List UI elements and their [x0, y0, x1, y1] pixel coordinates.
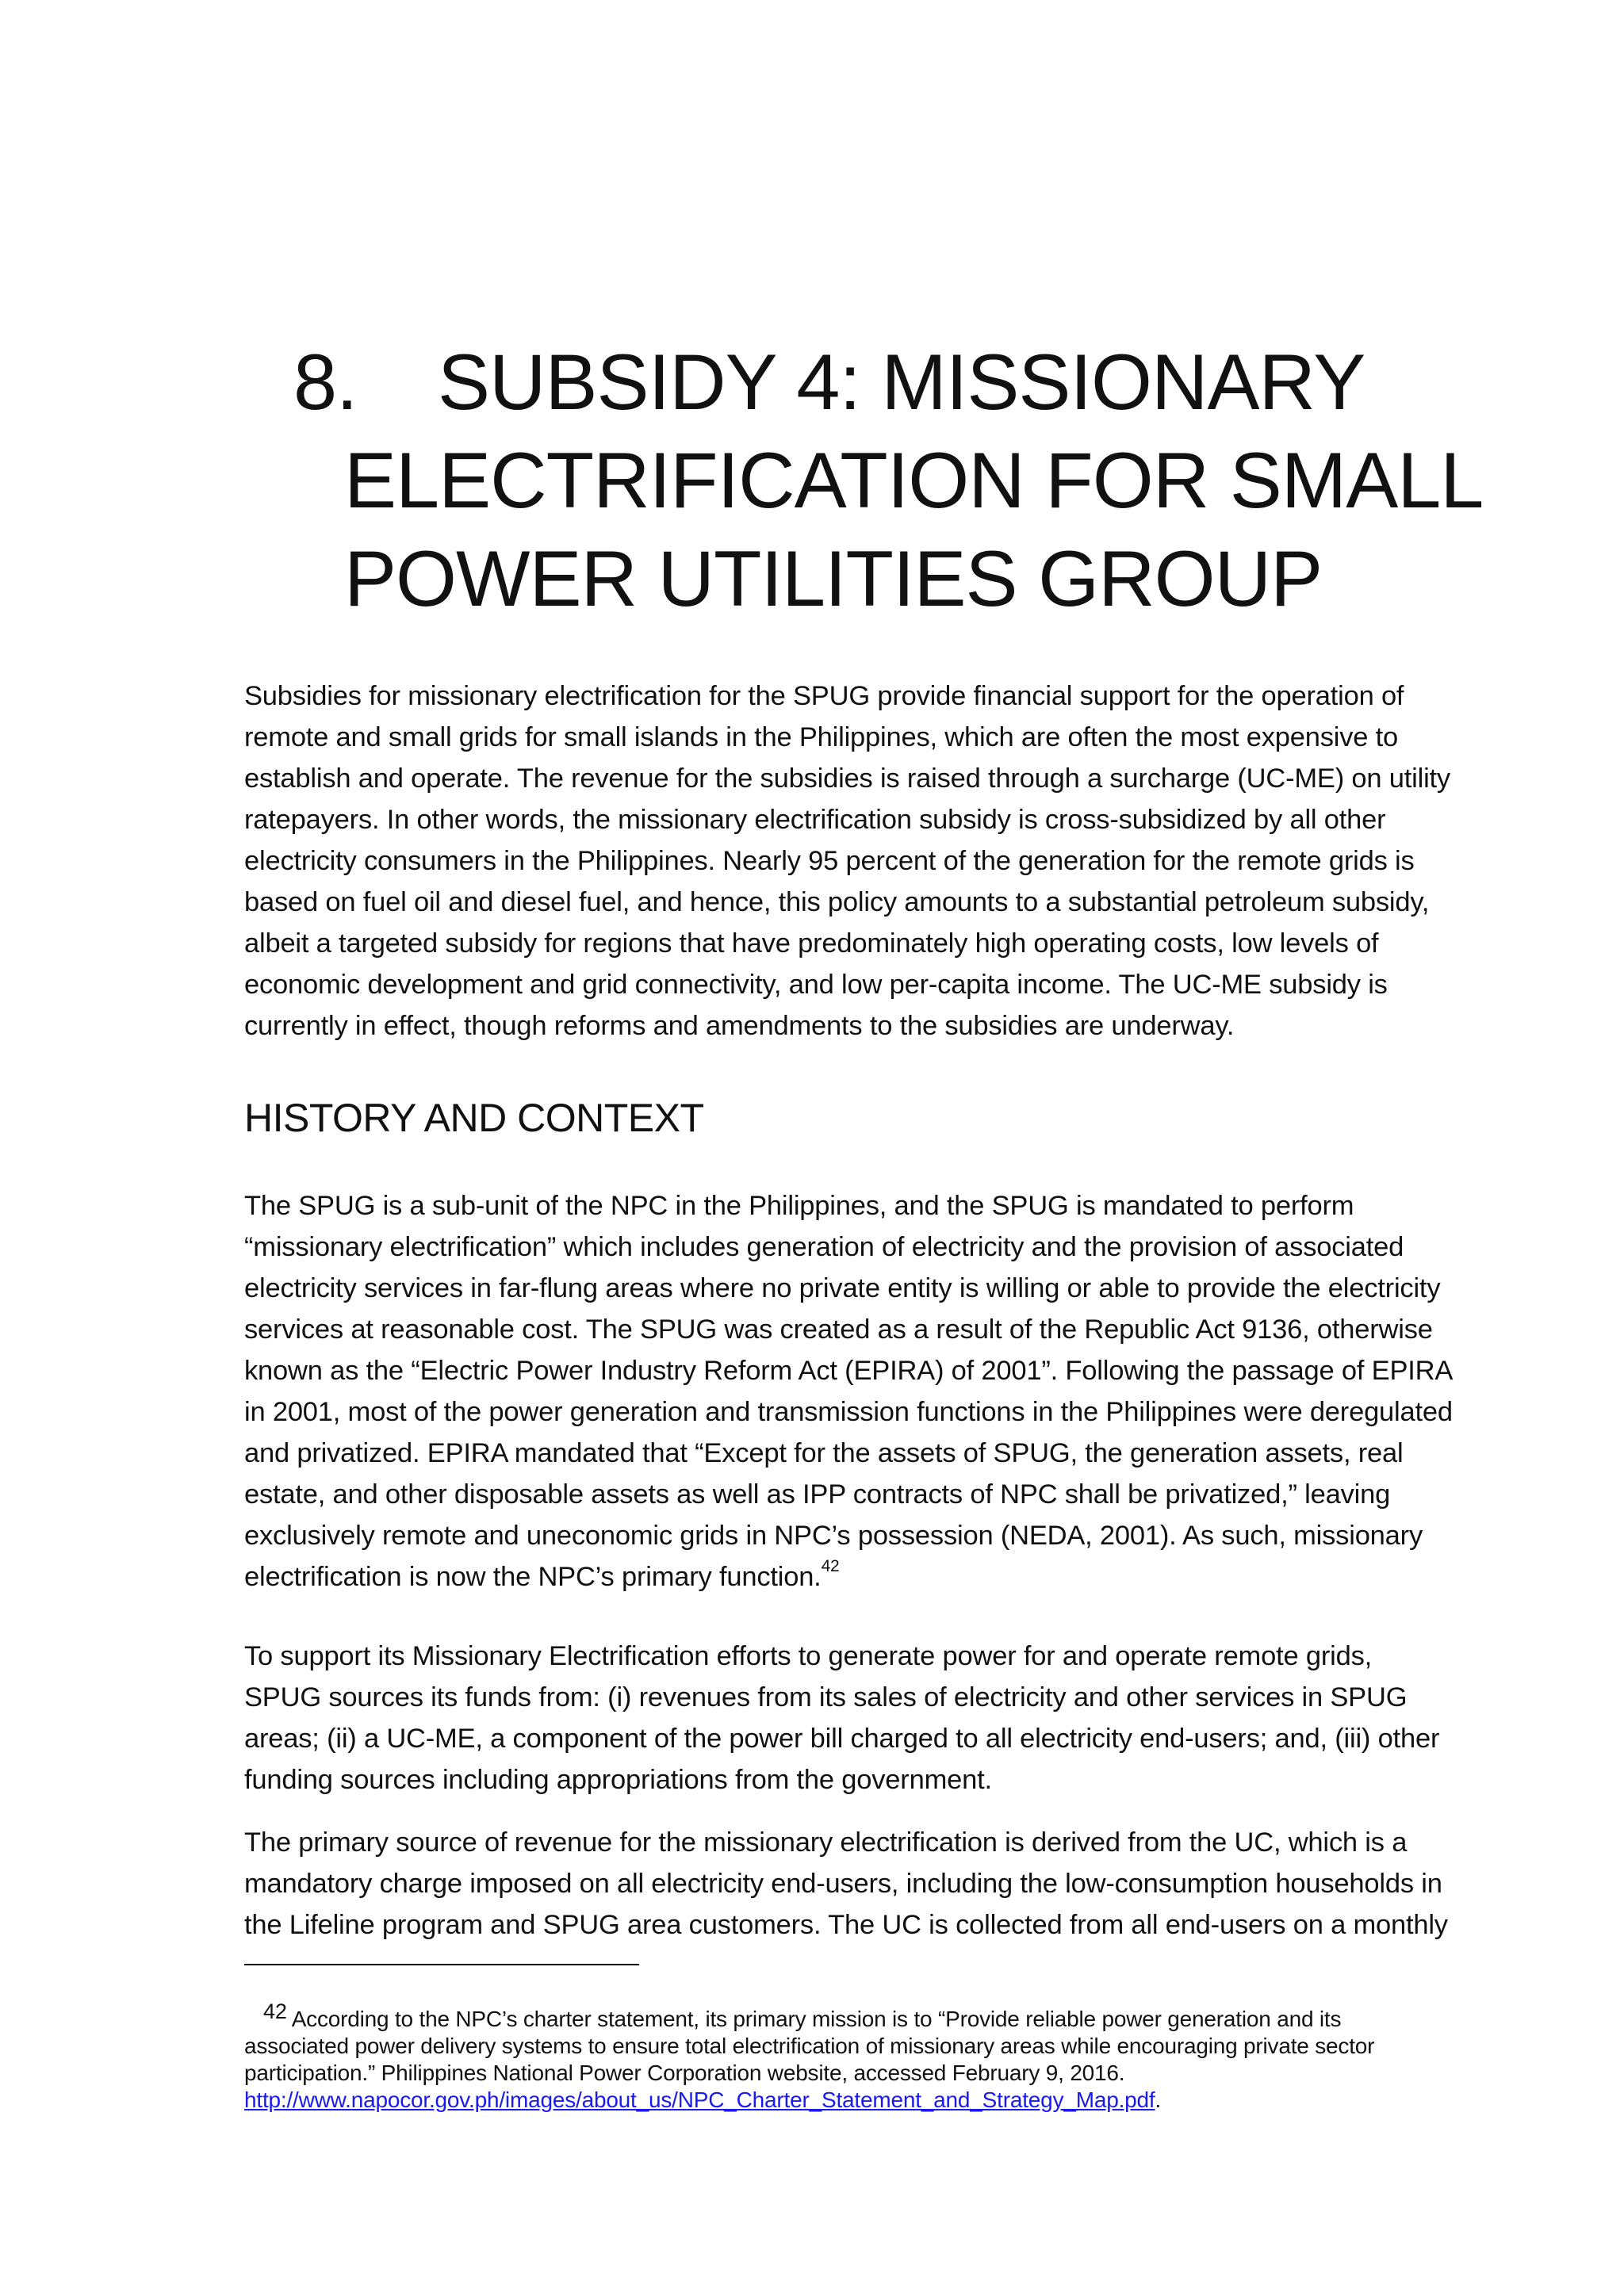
text-line: the Lifeline program and SPUG area customers. The UC is collected from all end-users on a monthly — [244, 1910, 1448, 1940]
footnote-divider — [244, 1964, 639, 1965]
text-line: electricity consumers in the Philippines. Nearly 95 percent of the generation for the remote grids is — [244, 846, 1415, 876]
footnote-line — [244, 1999, 1497, 2033]
text-line: The primary source of revenue for the missionary electrification is derived from the UC, which is a — [244, 1827, 1408, 1858]
text-line: exclusively remote and uneconomic grids in NPC’s possession (NEDA, 2001). As such, missionary — [244, 1521, 1423, 1551]
text-line: in 2001, most of the power generation and transmission functions in the Philippines were deregulated — [244, 1397, 1453, 1427]
text-line: mandatory charge imposed on all electricity end-users, including the low-consumption households in — [244, 1869, 1442, 1899]
footnote-line-text: According to the NPC’s charter statement, its primary mission is to “Provide reliable power generation and its — [291, 2007, 1342, 2031]
footnote — [244, 1999, 1497, 2114]
footnote-line: associated power delivery systems to ensure total electrification of missionary areas while encouraging private sector — [244, 2034, 1375, 2058]
chapter-title-line-1 — [293, 333, 1483, 431]
footnote-marker: 42 — [263, 1999, 287, 2023]
text-line: The SPUG is a sub-unit of the NPC in the Philippines, and the SPUG is mandated to perform — [244, 1191, 1354, 1221]
text-line: To support its Missionary Electrification efforts to generate power for and operate remote grids, — [244, 1641, 1373, 1671]
chapter-title — [293, 333, 1483, 628]
text-line: SPUG sources its funds from: (i) revenues from its sales of electricity and other services in SPUG — [244, 1682, 1408, 1712]
chapter-title-line-3: POWER UTILITIES GROUP — [344, 534, 1323, 622]
text-line-with-footnote — [244, 1556, 1497, 1598]
text-line: albeit a targeted subsidy for regions that have predominately high operating costs, low levels of — [244, 928, 1379, 959]
text-line: known as the “Electric Power Industry Reform Act (EPIRA) of 2001”. Following the passage of EPIRA — [244, 1356, 1454, 1386]
text-line: and privatized. EPIRA mandated that “Except for the assets of SPUG, the generation assets, real — [244, 1438, 1404, 1468]
text-line: Subsidies for missionary electrification for the SPUG provide financial support for the operation of — [244, 681, 1404, 711]
text-line: remote and small grids for small islands in the Philippines, which are often the most expensive to — [244, 722, 1399, 752]
chapter-title-text-1: SUBSIDY 4: MISSIONARY — [438, 338, 1365, 426]
text-line: electricity services in far-flung areas where no private entity is willing or able to provide the electricity — [244, 1273, 1441, 1303]
footnote-line: participation.” Philippines National Power Corporation website, accessed February 9, 2016. — [244, 2061, 1125, 2085]
text-line: currently in effect, though reforms and amendments to the subsidies are underway. — [244, 1011, 1235, 1041]
footnote-link-suffix: . — [1155, 2087, 1162, 2112]
footnote-link-line — [244, 2087, 1497, 2114]
text-line: estate, and other disposable assets as well as IPP contracts of NPC shall be privatized,” leaving — [244, 1479, 1391, 1510]
text-line: establish and operate. The revenue for the subsidies is raised through a surcharge (UC-ME) on utility — [244, 763, 1450, 794]
history-paragraph-1 — [244, 1185, 1497, 1598]
text-line: funding sources including appropriations from the government. — [244, 1765, 992, 1795]
chapter-title-line-2: ELECTRIFICATION FOR SMALL — [344, 436, 1484, 524]
text-line: “missionary electrification” which includes generation of electricity and the provision of associated — [244, 1232, 1404, 1262]
footnote-link[interactable]: http://www.napocor.gov.ph/images/about_us/NPC_Charter_Statement_and_Strategy_Map.pdf — [244, 2087, 1155, 2112]
section-heading-history: HISTORY AND CONTEXT — [244, 1096, 704, 1140]
history-paragraph-3 — [244, 1822, 1497, 1946]
text-line: ratepayers. In other words, the missionary electrification subsidy is cross-subsidized by all other — [244, 805, 1386, 835]
chapter-number: 8. — [293, 338, 358, 426]
intro-paragraph — [244, 675, 1497, 1047]
footnote-reference[interactable]: 42 — [821, 1557, 840, 1575]
text-line-content: electrification is now the NPC’s primary function. — [244, 1562, 822, 1592]
text-line: economic development and grid connectivity, and low per-capita income. The UC-ME subsidy is — [244, 970, 1388, 1000]
text-line: areas; (ii) a UC-ME, a component of the power bill charged to all electricity end-users; and, (iii) other — [244, 1724, 1440, 1754]
text-line: services at reasonable cost. The SPUG was created as a result of the Republic Act 9136, otherwise — [244, 1314, 1433, 1345]
history-paragraph-2 — [244, 1636, 1497, 1800]
text-line: based on fuel oil and diesel fuel, and hence, this policy amounts to a substantial petroleum subsidy, — [244, 887, 1430, 917]
